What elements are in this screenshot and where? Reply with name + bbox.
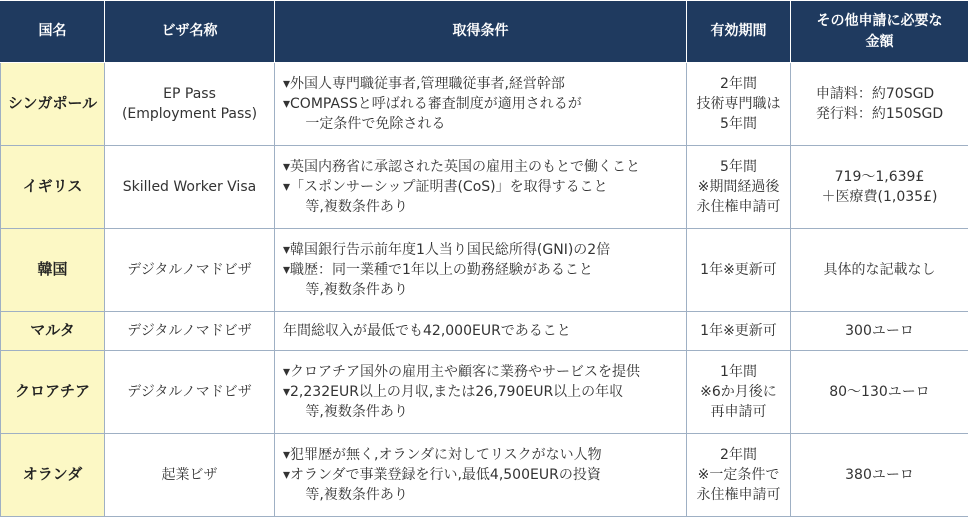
fees-cell (791, 351, 968, 434)
condition-line: ▾英国内務省に承認された英国の雇用主のもとで働くこと (283, 158, 641, 175)
country-cell: シンガポール (1, 63, 105, 146)
visa-name-cell (105, 63, 275, 146)
table-row (1, 312, 968, 351)
header-visa-name: ビザ名称 (105, 1, 275, 63)
visa-name-cell (105, 351, 275, 434)
header-validity: 有効期間 (687, 1, 791, 63)
condition-line: 等,複数条件あり (305, 199, 408, 216)
visa-name-cell (105, 434, 275, 517)
table-row (1, 351, 968, 434)
fees-cell (791, 63, 968, 146)
fees-cell (791, 312, 968, 351)
visa-name-cell (105, 146, 275, 229)
visa-name-line: (Employment Pass) (121, 106, 258, 122)
condition-line: 等,複数条件あり (305, 487, 408, 504)
conditions-cell (275, 229, 687, 312)
fees-cell (791, 229, 968, 312)
country-cell: 韓国 (1, 229, 105, 312)
validity-line: 技術専門職は (696, 95, 781, 112)
table-row (1, 63, 968, 146)
table-row (1, 146, 968, 229)
visa-name-line: 起業ビザ (161, 466, 218, 483)
visa-name-line: デジタルノマドビザ (127, 261, 252, 278)
validity-cell (687, 312, 791, 351)
validity-line: 2年間 (720, 75, 757, 92)
header-fees-line2: 金額 (865, 33, 894, 50)
visa-name-line: デジタルノマドビザ (127, 383, 252, 400)
condition-line: ▾職歴：同一業種で1年以上の勤務経験があること (283, 261, 593, 278)
fee-line: 80～130ユーロ (829, 383, 930, 400)
validity-line: 永住権申請可 (696, 199, 781, 216)
country-cell: イギリス (1, 146, 105, 229)
visa-name-line: デジタルノマドビザ (127, 322, 252, 339)
validity-line: 1年間 (720, 363, 757, 380)
conditions-cell (275, 434, 687, 517)
country-cell: クロアチア (1, 351, 105, 434)
header-fees (791, 1, 968, 63)
condition-line: ▾COMPASSと呼ばれる審査制度が適用されるが (283, 95, 582, 112)
conditions-cell (275, 146, 687, 229)
validity-cell (687, 63, 791, 146)
condition-line: ▾犯罪歴が無く,オランダに対してリスクがない人物 (283, 446, 602, 463)
condition-line: ▾韓国銀行告示前年度1人当り国民総所得(GNI)の2倍 (283, 241, 611, 258)
validity-line: 1年※更新可 (700, 322, 777, 339)
table-row (1, 434, 968, 517)
header-fees-line1: その他申請に必要な (816, 13, 943, 30)
condition-line: 一定条件で免除される (305, 116, 446, 133)
table-header-row (1, 1, 968, 63)
fees-cell (791, 146, 968, 229)
validity-line: 再申請可 (710, 404, 767, 421)
fee-line: 発行料：約150SGD (815, 106, 944, 122)
visa-name-line: Skilled Worker Visa (122, 178, 257, 195)
fee-line: 300ユーロ (845, 322, 914, 339)
country-cell: オランダ (1, 434, 105, 517)
table-row (1, 229, 968, 312)
condition-line: 等,複数条件あり (305, 282, 408, 299)
header-country: 国名 (1, 1, 105, 63)
fee-line: 具体的な記載なし (823, 261, 936, 278)
country-cell: マルタ (1, 312, 105, 351)
conditions-cell (275, 351, 687, 434)
fee-line: ＋医療費(1,035£) (821, 189, 938, 205)
validity-line: ※一定条件で (697, 466, 780, 483)
visa-name-cell (105, 229, 275, 312)
fee-line: 719～1,639£ (834, 168, 925, 185)
fee-line: 申請料：約70SGD (815, 85, 935, 102)
conditions-cell (275, 312, 687, 351)
validity-cell (687, 351, 791, 434)
validity-line: 永住権申請可 (696, 487, 781, 504)
validity-cell (687, 146, 791, 229)
header-conditions: 取得条件 (275, 1, 687, 63)
fee-line: 380ユーロ (845, 466, 914, 483)
validity-line: ※期間経過後 (697, 178, 780, 195)
condition-line: ▾オランダで事業登録を行い,最低4,500EURの投資 (283, 466, 601, 483)
visa-name-line: EP Pass (163, 85, 216, 102)
validity-line: 5年間 (720, 158, 757, 175)
validity-cell (687, 229, 791, 312)
condition-line: ▾クロアチア国外の雇用主や顧客に業務やサービスを提供 (283, 363, 641, 380)
conditions-cell (275, 63, 687, 146)
validity-line: 2年間 (720, 446, 757, 463)
validity-line: ※6か月後に (700, 383, 777, 400)
visa-name-cell (105, 312, 275, 351)
condition-line: 等,複数条件あり (305, 404, 408, 421)
validity-line: 5年間 (720, 116, 757, 133)
fees-cell (791, 434, 968, 517)
condition-line: ▾「スポンサーシップ証明書(CoS)」を取得すること (283, 178, 608, 195)
validity-line: 1年※更新可 (700, 261, 777, 278)
validity-cell (687, 434, 791, 517)
condition-line: ▾2,232EUR以上の月収,または26,790EUR以上の年収 (283, 383, 624, 400)
condition-line: 年間総収入が最低でも42,000EURであること (283, 322, 571, 339)
condition-line: ▾外国人専門職従事者,管理職従事者,経営幹部 (283, 75, 565, 92)
